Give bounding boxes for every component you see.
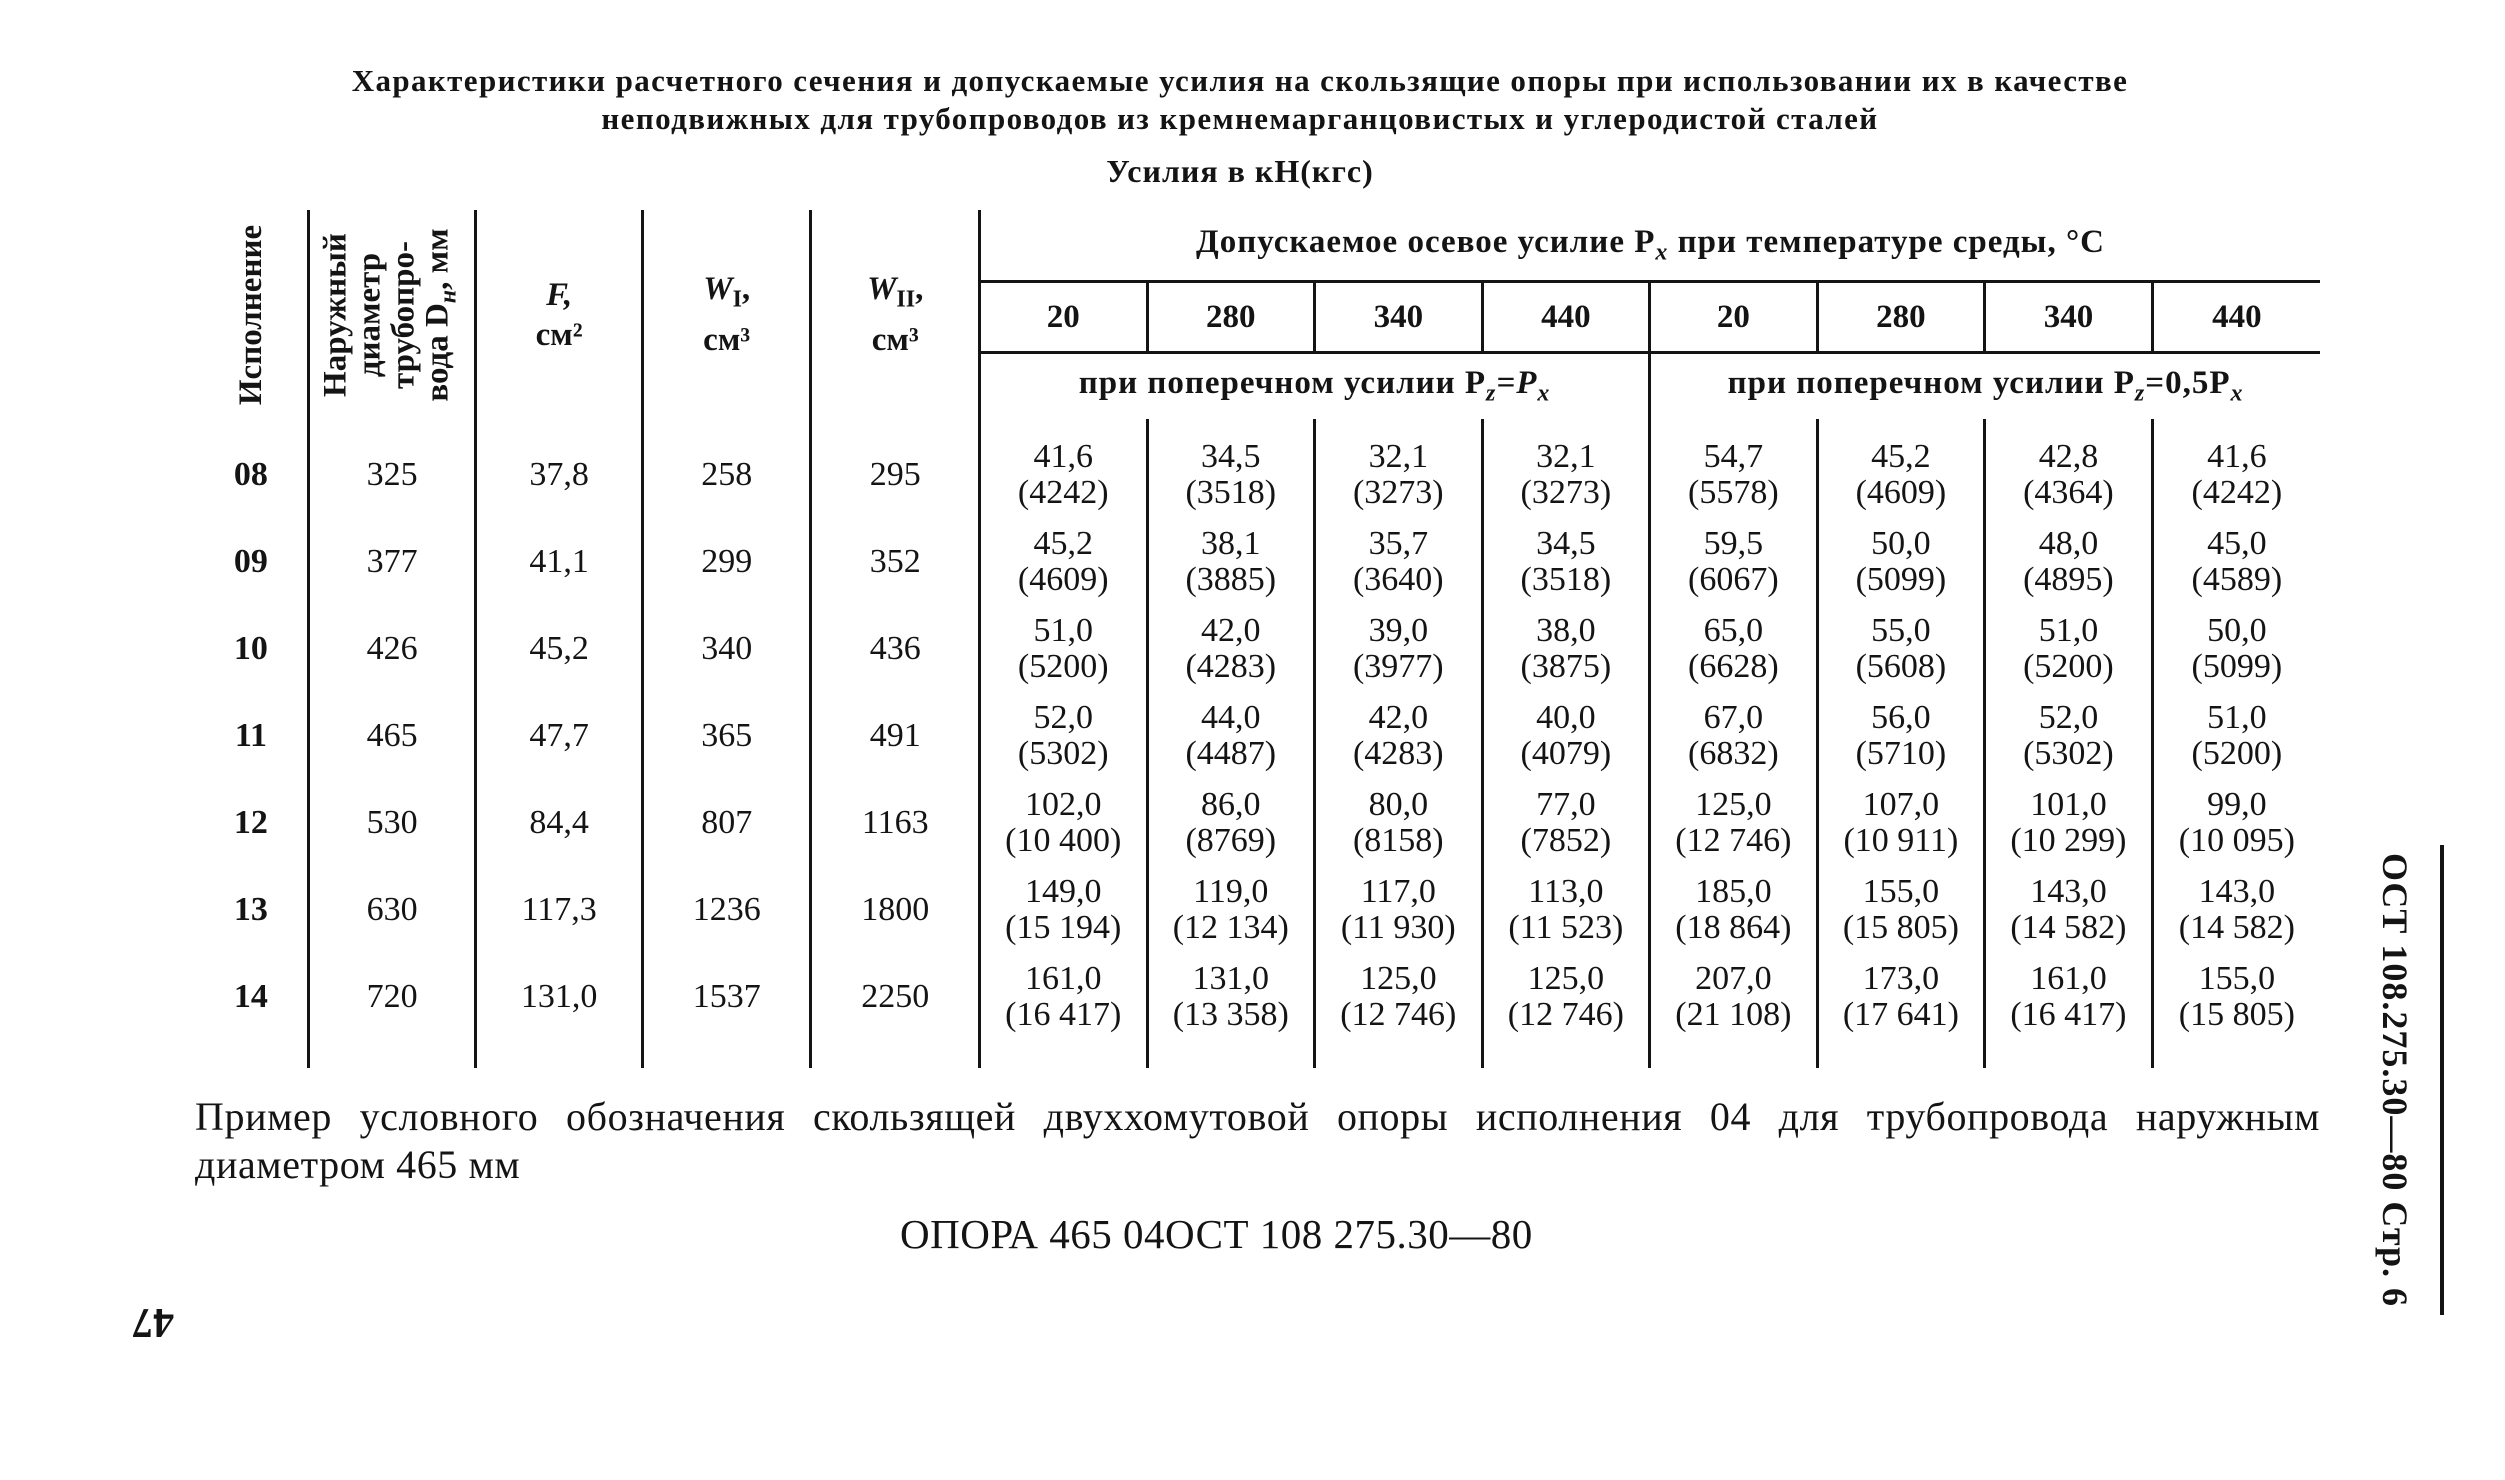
- cell-force: [1650, 419, 1818, 518]
- force-kn: 38,0: [1536, 611, 1596, 649]
- cell-force: [1817, 779, 1985, 866]
- force-kgf: (11 523): [1508, 908, 1624, 946]
- force-kn: 125,0: [1527, 959, 1605, 997]
- force-kgf: (10 299): [2010, 821, 2127, 859]
- units-note: Усилия в кН(кгс): [1106, 153, 1374, 189]
- side-label-text: ОСТ 108.275.30—80 Стр. 6: [2375, 852, 2415, 1308]
- cell-force: [1650, 779, 1818, 866]
- force-kn: 101,0: [2030, 785, 2107, 823]
- force-kn: 55,0: [1871, 611, 1931, 649]
- cell-force: [1315, 419, 1483, 518]
- force-kgf: (12 746): [1340, 995, 1457, 1033]
- cell-force: [1817, 866, 1985, 953]
- force-kn: 34,5: [1536, 524, 1596, 562]
- cell-w1: 365: [642, 692, 811, 779]
- force-kgf: (3875): [1520, 647, 1612, 685]
- force-kn: 45,2: [1871, 437, 1931, 475]
- cell-w1: 807: [642, 779, 811, 866]
- cell-w1: 1537: [642, 953, 811, 1068]
- cell-force: [1985, 518, 2153, 605]
- cell-force: [1315, 692, 1483, 779]
- force-kgf: (3977): [1352, 647, 1444, 685]
- force-kgf: (18 864): [1675, 908, 1792, 946]
- force-kgf: (4609): [1855, 473, 1947, 511]
- force-kgf: (7852): [1520, 821, 1612, 859]
- force-kgf: (4242): [2191, 473, 2283, 511]
- force-kgf: (5710): [1855, 734, 1947, 772]
- force-kn: 59,5: [1703, 524, 1764, 562]
- cell-f: 47,7: [476, 692, 643, 779]
- force-kgf: (16 417): [1005, 995, 1122, 1033]
- force-kn: 77,0: [1536, 785, 1596, 823]
- force-kn: 42,8: [2038, 437, 2099, 475]
- force-kgf: (5200): [2023, 647, 2114, 685]
- force-kgf: (6067): [1688, 560, 1779, 598]
- force-kn: 131,0: [1192, 959, 1270, 997]
- cell-force: [1985, 692, 2153, 779]
- cell-force: [1817, 953, 1985, 1068]
- force-kn: 34,5: [1201, 437, 1261, 475]
- table-body: [195, 419, 2320, 1068]
- header-axial-force: Допускаемое осевое усилие $P_x$ при температуре среды, °С: [979, 210, 2320, 282]
- cell-force: [1147, 605, 1315, 692]
- cell-force: [1482, 953, 1650, 1068]
- force-kgf: (14 582): [2178, 908, 2295, 946]
- cell-force: [2152, 953, 2320, 1068]
- force-kn: 107,0: [1862, 785, 1940, 823]
- cell-f: 41,1: [476, 518, 643, 605]
- force-kgf: (4609): [1017, 560, 1109, 598]
- force-kgf: (4895): [2023, 560, 2114, 598]
- cell-force: [1482, 866, 1650, 953]
- force-kn: 207,0: [1695, 959, 1772, 997]
- force-kgf: (5608): [1855, 647, 1947, 685]
- force-kgf: (15 805): [1842, 908, 1959, 946]
- force-kn: 149,0: [1025, 872, 1102, 910]
- force-kgf: (3273): [1352, 473, 1444, 511]
- force-kgf: (3885): [1185, 560, 1277, 598]
- force-kn: 45,0: [2207, 524, 2267, 562]
- forces-table: [195, 210, 2320, 1068]
- cell-force: [1315, 518, 1483, 605]
- table-row: [195, 605, 2320, 692]
- cell-w2: 1800: [811, 866, 980, 953]
- table-row: [195, 953, 2320, 1068]
- force-kn: 185,0: [1695, 872, 1772, 910]
- force-kn: 113,0: [1528, 872, 1604, 910]
- example-text: Пример условного обозначения скользящей двуххомутовой опоры исполнения 04 для трубопровода наружным диаметром 465 мм: [195, 1094, 2320, 1187]
- cell-force: [1482, 419, 1650, 518]
- header-w2: $W_{II}$, см³: [811, 210, 980, 419]
- force-kn: 51,0: [1033, 611, 1093, 649]
- force-kn: 173,0: [1862, 959, 1940, 997]
- cell-f: 45,2: [476, 605, 643, 692]
- force-kgf: (6628): [1688, 647, 1779, 685]
- force-kgf: (5099): [2191, 647, 2283, 685]
- force-kn: 50,0: [1871, 524, 1931, 562]
- force-kn: 80,0: [1368, 785, 1429, 823]
- force-kgf: (3640): [1352, 560, 1444, 598]
- cell-force: [1315, 605, 1483, 692]
- force-kgf: (4589): [2191, 560, 2283, 598]
- cell-force: [979, 953, 1147, 1068]
- cell-force: [1650, 866, 1818, 953]
- cell-w2: 352: [811, 518, 980, 605]
- cell-force: [1985, 419, 2153, 518]
- force-kn: 40,0: [1536, 698, 1596, 736]
- force-kgf: (3518): [1185, 473, 1277, 511]
- force-kgf: (15 805): [2178, 995, 2295, 1033]
- force-kgf: (4079): [1520, 734, 1612, 772]
- force-kn: 86,0: [1201, 785, 1261, 823]
- cell-w2: 295: [811, 419, 980, 518]
- cell-force: [1817, 605, 1985, 692]
- side-rule: [2440, 845, 2444, 1315]
- force-kn: 32,1: [1368, 437, 1429, 475]
- cell-force: [1147, 692, 1315, 779]
- cell-force: [1482, 518, 1650, 605]
- cell-force: [2152, 605, 2320, 692]
- force-kn: 161,0: [1025, 959, 1102, 997]
- force-kn: 67,0: [1703, 698, 1764, 736]
- cell-force: [2152, 419, 2320, 518]
- cell-force: [1482, 692, 1650, 779]
- force-kgf: (13 358): [1172, 995, 1289, 1033]
- force-kn: 125,0: [1360, 959, 1437, 997]
- force-kgf: (10 911): [1843, 821, 1959, 859]
- cell-w2: 1163: [811, 779, 980, 866]
- cell-force: [1650, 605, 1818, 692]
- temp-header: 20: [1650, 282, 1818, 353]
- temp-header: 20: [979, 282, 1147, 353]
- force-kgf: (4283): [1185, 647, 1277, 685]
- force-kgf: (14 582): [2010, 908, 2127, 946]
- force-kn: 143,0: [2030, 872, 2107, 910]
- force-kn: 155,0: [2198, 959, 2276, 997]
- cell-diameter: 630: [308, 866, 476, 953]
- force-kn: 56,0: [1871, 698, 1931, 736]
- force-kn: 48,0: [2038, 524, 2099, 562]
- force-kn: 54,7: [1703, 437, 1764, 475]
- force-kn: 51,0: [2207, 698, 2267, 736]
- cell-force: [1650, 953, 1818, 1068]
- temp-header: 280: [1147, 282, 1315, 353]
- cell-force: [1817, 518, 1985, 605]
- cell-force: [979, 419, 1147, 518]
- cell-force: [979, 866, 1147, 953]
- cell-force: [1482, 779, 1650, 866]
- cell-force: [2152, 518, 2320, 605]
- force-kgf: (8158): [1352, 821, 1444, 859]
- cell-diameter: 325: [308, 419, 476, 518]
- force-kn: 45,2: [1033, 524, 1093, 562]
- cell-force: [1147, 518, 1315, 605]
- cell-force: [1985, 779, 2153, 866]
- table-row: [195, 518, 2320, 605]
- cell-w1: 299: [642, 518, 811, 605]
- force-kn: 32,1: [1536, 437, 1596, 475]
- cell-force: [1985, 866, 2153, 953]
- force-kn: 38,1: [1201, 524, 1261, 562]
- cell-diameter: 530: [308, 779, 476, 866]
- force-kgf: (6832): [1688, 734, 1779, 772]
- table-row: [195, 419, 2320, 518]
- cell-force: [979, 518, 1147, 605]
- force-kgf: (12 746): [1675, 821, 1792, 859]
- cell-force: [1817, 692, 1985, 779]
- force-kn: 65,0: [1703, 611, 1764, 649]
- cell-force: [1147, 866, 1315, 953]
- header-execution: Исполнение: [195, 210, 308, 419]
- title-line-1: Характеристики расчетного сечения и допускаемые усилия на скользящие опоры при использовании их в качестве: [351, 63, 2129, 98]
- cell-force: [1482, 605, 1650, 692]
- cell-force: [1650, 518, 1818, 605]
- cell-execution: 14: [195, 953, 308, 1068]
- cell-force: [979, 692, 1147, 779]
- cell-execution: 10: [195, 605, 308, 692]
- force-kn: 99,0: [2207, 785, 2267, 823]
- force-kn: 35,7: [1368, 524, 1429, 562]
- cell-force: [1985, 605, 2153, 692]
- force-kgf: (5099): [1855, 560, 1947, 598]
- force-kn: 117,0: [1360, 872, 1436, 910]
- cell-force: [979, 605, 1147, 692]
- header-transverse-half: при поперечном усилии $P_z=0,5P_x$: [1727, 365, 2244, 407]
- force-kn: 42,0: [1368, 698, 1429, 736]
- temp-header: 280: [1817, 282, 1985, 353]
- force-kgf: (5578): [1688, 473, 1779, 511]
- cell-w2: 436: [811, 605, 980, 692]
- cell-diameter: 720: [308, 953, 476, 1068]
- cell-force: [1147, 953, 1315, 1068]
- cell-f: 117,3: [476, 866, 643, 953]
- page-number: 47: [132, 1299, 174, 1345]
- cell-force: [2152, 779, 2320, 866]
- force-kgf: (16 417): [2010, 995, 2127, 1033]
- force-kgf: (12 134): [1172, 908, 1289, 946]
- force-kn: 52,0: [2038, 698, 2099, 736]
- cell-f: 84,4: [476, 779, 643, 866]
- force-kgf: (11 930): [1340, 908, 1456, 946]
- force-kgf: (4487): [1185, 734, 1277, 772]
- temp-header: 440: [2152, 282, 2320, 353]
- force-kgf: (10 095): [2178, 821, 2295, 859]
- cell-f: 37,8: [476, 419, 643, 518]
- force-kgf: (4242): [1017, 473, 1109, 511]
- temp-header: 440: [1482, 282, 1650, 353]
- cell-force: [1985, 953, 2153, 1068]
- force-kgf: (5200): [1017, 647, 1109, 685]
- designation-text: ОПОРА 465 04ОСТ 108 275.30—80: [900, 1211, 1533, 1257]
- force-kgf: (17 641): [1842, 995, 1959, 1033]
- force-kgf: (3273): [1520, 473, 1612, 511]
- cell-execution: 09: [195, 518, 308, 605]
- cell-force: [1315, 866, 1483, 953]
- force-kgf: (15 194): [1005, 908, 1122, 946]
- force-kn: 42,0: [1201, 611, 1261, 649]
- force-kgf: (21 108): [1675, 995, 1792, 1033]
- cell-diameter: 465: [308, 692, 476, 779]
- title-line-2: неподвижных для трубопроводов из кремнемарганцовистых и углеродистой сталей: [601, 101, 1879, 136]
- cell-diameter: 426: [308, 605, 476, 692]
- cell-force: [1147, 779, 1315, 866]
- cell-force: [1315, 779, 1483, 866]
- header-diameter: Наружный диаметр трубопро- вода $D_н$, мм: [308, 210, 476, 419]
- force-kgf: (5302): [2023, 734, 2114, 772]
- force-kgf: (4283): [1352, 734, 1444, 772]
- force-kn: 41,6: [1033, 437, 1093, 475]
- force-kn: 143,0: [2198, 872, 2276, 910]
- force-kgf: (5302): [1017, 734, 1109, 772]
- temp-header: 340: [1985, 282, 2153, 353]
- force-kgf: (12 746): [1507, 995, 1624, 1033]
- force-kn: 41,6: [2207, 437, 2267, 475]
- force-kn: 155,0: [1862, 872, 1940, 910]
- cell-execution: 11: [195, 692, 308, 779]
- header-transverse-full: при поперечном усилии $P_z=P_x$: [979, 353, 1649, 420]
- force-kn: 50,0: [2207, 611, 2267, 649]
- cell-force: [2152, 692, 2320, 779]
- force-kn: 119,0: [1193, 872, 1269, 910]
- force-kn: 52,0: [1033, 698, 1093, 736]
- header-w1: $W_I$, см³: [642, 210, 811, 419]
- force-kn: 44,0: [1201, 698, 1261, 736]
- force-kgf: (4364): [2023, 473, 2114, 511]
- cell-w2: 491: [811, 692, 980, 779]
- cell-force: [1315, 953, 1483, 1068]
- cell-w1: 1236: [642, 866, 811, 953]
- cell-execution: 12: [195, 779, 308, 866]
- cell-force: [1147, 419, 1315, 518]
- table-row: [195, 692, 2320, 779]
- cell-w2: 2250: [811, 953, 980, 1068]
- cell-w1: 340: [642, 605, 811, 692]
- cell-execution: 13: [195, 866, 308, 953]
- force-kn: 102,0: [1025, 785, 1102, 823]
- cell-force: [1817, 419, 1985, 518]
- cell-f: 131,0: [476, 953, 643, 1068]
- side-standard-label: [2355, 840, 2435, 1320]
- cell-force: [979, 779, 1147, 866]
- force-kn: 161,0: [2030, 959, 2107, 997]
- temp-header: 340: [1315, 282, 1483, 353]
- force-kn: 39,0: [1368, 611, 1429, 649]
- cell-force: [1650, 692, 1818, 779]
- force-kn: 125,0: [1695, 785, 1772, 823]
- force-kgf: (8769): [1185, 821, 1277, 859]
- cell-force: [2152, 866, 2320, 953]
- header-f: F, см²: [476, 210, 643, 419]
- table-row: [195, 866, 2320, 953]
- cell-execution: 08: [195, 419, 308, 518]
- force-kgf: (3518): [1520, 560, 1612, 598]
- table-row: [195, 779, 2320, 866]
- force-kgf: (5200): [2191, 734, 2283, 772]
- cell-diameter: 377: [308, 518, 476, 605]
- cell-w1: 258: [642, 419, 811, 518]
- force-kgf: (10 400): [1005, 821, 1122, 859]
- force-kn: 51,0: [2038, 611, 2099, 649]
